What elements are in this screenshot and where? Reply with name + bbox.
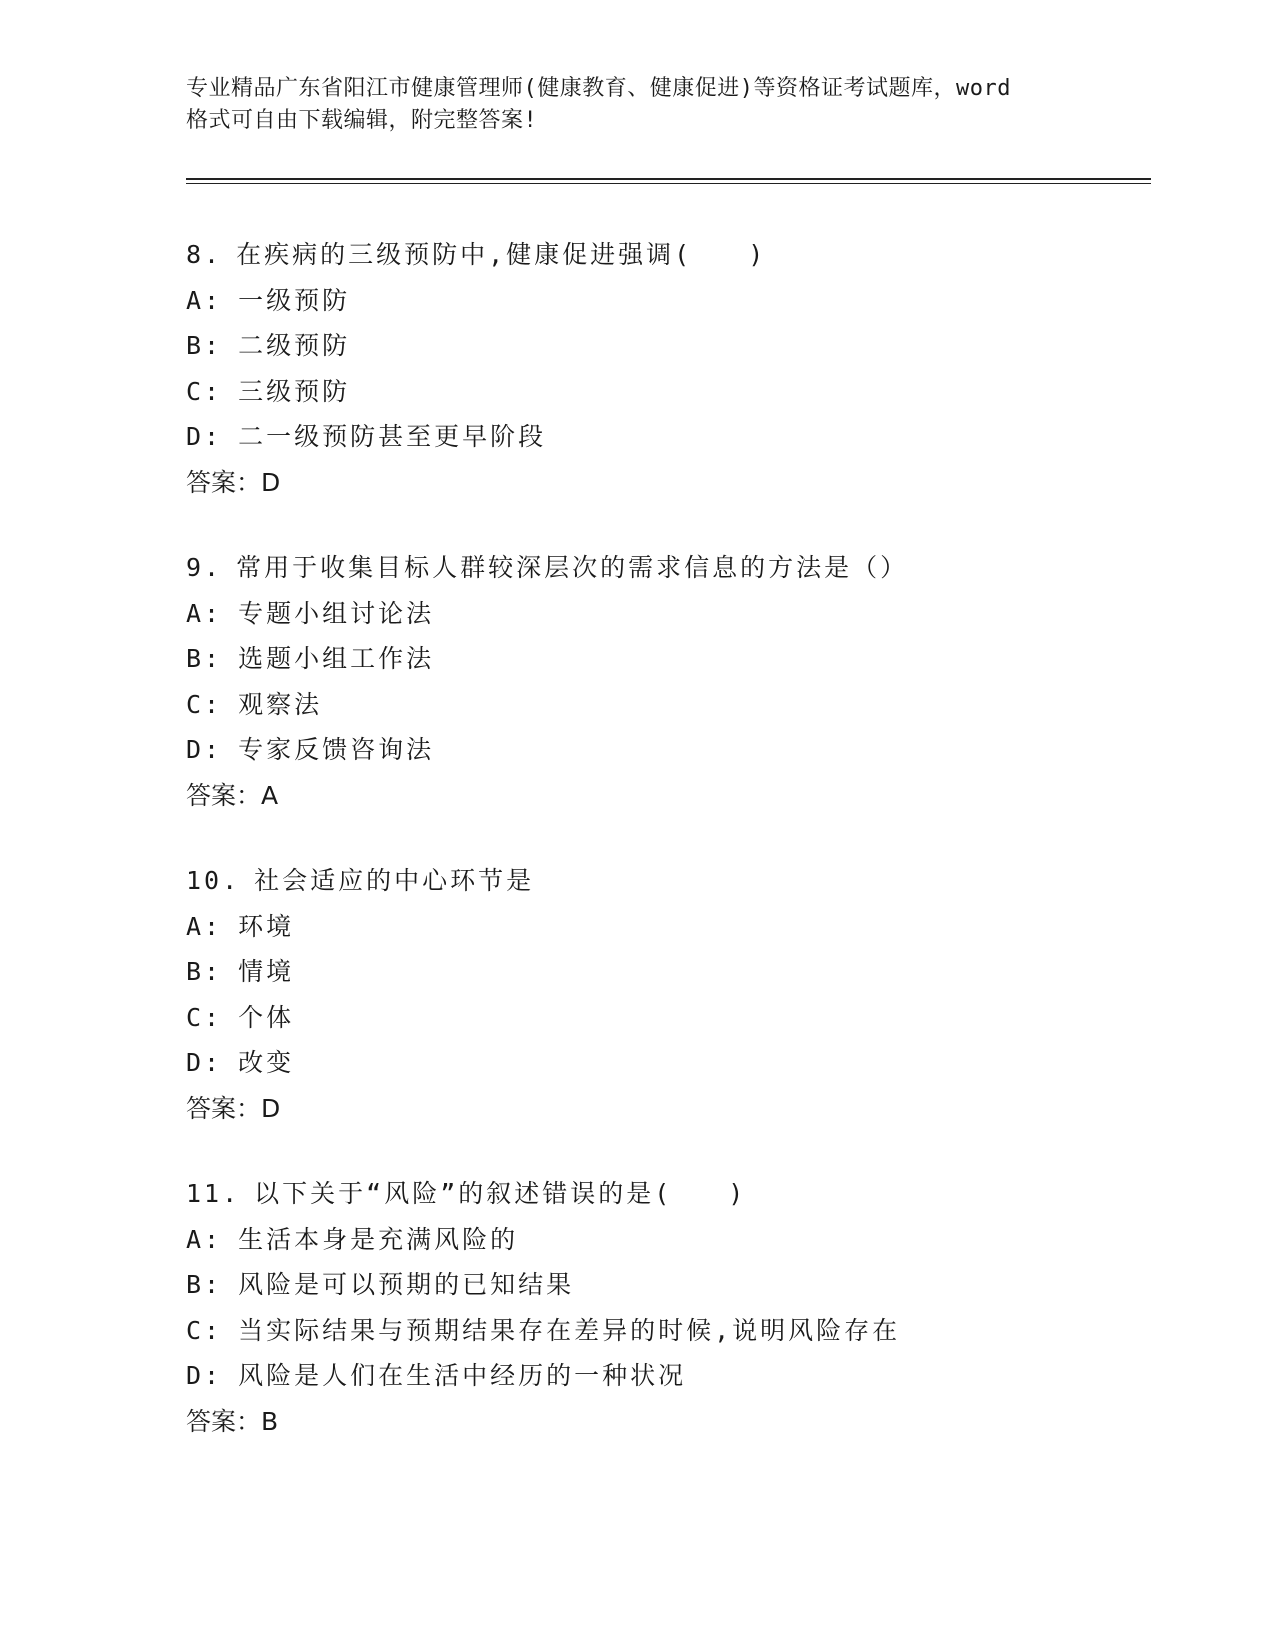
question-number: 11. <box>186 1179 241 1208</box>
option-text: 一级预防 <box>238 285 351 315</box>
answer: 答案：B <box>186 1406 279 1436</box>
option-a <box>186 278 1151 324</box>
question-number: 10. <box>186 866 241 895</box>
answer: 答案：D <box>186 1093 281 1123</box>
option-b <box>186 323 1151 369</box>
option-b <box>186 1262 1151 1308</box>
question-8 <box>186 232 1151 505</box>
document-header <box>186 73 1086 137</box>
option-key: D: <box>186 1361 223 1390</box>
option-text: 二一级预防甚至更早阶段 <box>238 422 547 451</box>
header-line-2: 格式可自由下载编辑，附完整答案! <box>186 108 538 133</box>
question-text: 常用于收集目标人群较深层次的需求信息的方法是（） <box>236 553 909 582</box>
option-c <box>186 682 1151 728</box>
option-key: B: <box>186 331 223 360</box>
option-a <box>186 1217 1151 1263</box>
question-11 <box>186 1171 1151 1444</box>
option-c <box>186 1308 1151 1354</box>
question-text: 以下关于“风险”的叙述错误的是( ) <box>254 1179 747 1208</box>
option-key: B: <box>186 1270 223 1299</box>
option-key: D: <box>186 422 223 451</box>
option-key: D: <box>186 1048 223 1077</box>
option-key: C: <box>186 1002 223 1032</box>
option-d <box>186 1353 1151 1399</box>
question-9 <box>186 545 1151 818</box>
option-text: 专题小组讨论法 <box>238 598 435 628</box>
option-key: B: <box>186 644 223 673</box>
header-divider-thick <box>186 178 1151 180</box>
question-stem <box>186 858 1151 904</box>
option-key: A: <box>186 598 223 628</box>
option-text: 专家反馈咨询法 <box>238 735 435 764</box>
option-text: 三级预防 <box>238 376 351 406</box>
question-number: 8. <box>186 240 223 269</box>
option-b <box>186 949 1151 995</box>
option-text: 情境 <box>238 957 295 986</box>
option-key: C: <box>186 376 223 406</box>
option-key: D: <box>186 735 223 764</box>
option-key: C: <box>186 689 223 719</box>
answer: 答案：A <box>186 780 279 810</box>
option-key: C: <box>186 1315 223 1345</box>
option-d <box>186 414 1151 460</box>
option-text: 观察法 <box>238 689 323 719</box>
question-list <box>186 232 1151 1484</box>
question-10 <box>186 858 1151 1131</box>
question-number: 9. <box>186 553 223 582</box>
option-d <box>186 727 1151 773</box>
question-text: 社会适应的中心环节是 <box>254 866 535 895</box>
option-text: 选题小组工作法 <box>238 644 435 673</box>
question-stem <box>186 232 1151 278</box>
option-text: 环境 <box>238 911 295 941</box>
question-stem <box>186 545 1151 591</box>
option-key: B: <box>186 957 223 986</box>
option-text: 当实际结果与预期结果存在差异的时候,说明风险存在 <box>238 1315 901 1345</box>
header-line-1: 专业精品广东省阳江市健康管理师(健康教育、健康促进)等资格证考试题库，word <box>186 76 1011 101</box>
question-stem <box>186 1171 1151 1217</box>
option-key: A: <box>186 1224 223 1254</box>
option-text: 改变 <box>238 1048 295 1077</box>
header-divider-thin <box>186 183 1151 184</box>
option-d <box>186 1040 1151 1086</box>
option-c <box>186 995 1151 1041</box>
option-text: 风险是可以预期的已知结果 <box>238 1270 575 1299</box>
option-c <box>186 369 1151 415</box>
option-text: 个体 <box>238 1002 295 1032</box>
option-b <box>186 636 1151 682</box>
option-a <box>186 904 1151 950</box>
option-a <box>186 591 1151 637</box>
option-key: A: <box>186 285 223 315</box>
option-text: 生活本身是充满风险的 <box>238 1224 519 1254</box>
option-text: 二级预防 <box>238 331 351 360</box>
option-key: A: <box>186 911 223 941</box>
question-text: 在疾病的三级预防中,健康促进强调( ) <box>236 240 767 269</box>
answer: 答案：D <box>186 467 281 497</box>
option-text: 风险是人们在生活中经历的一种状况 <box>238 1361 687 1390</box>
